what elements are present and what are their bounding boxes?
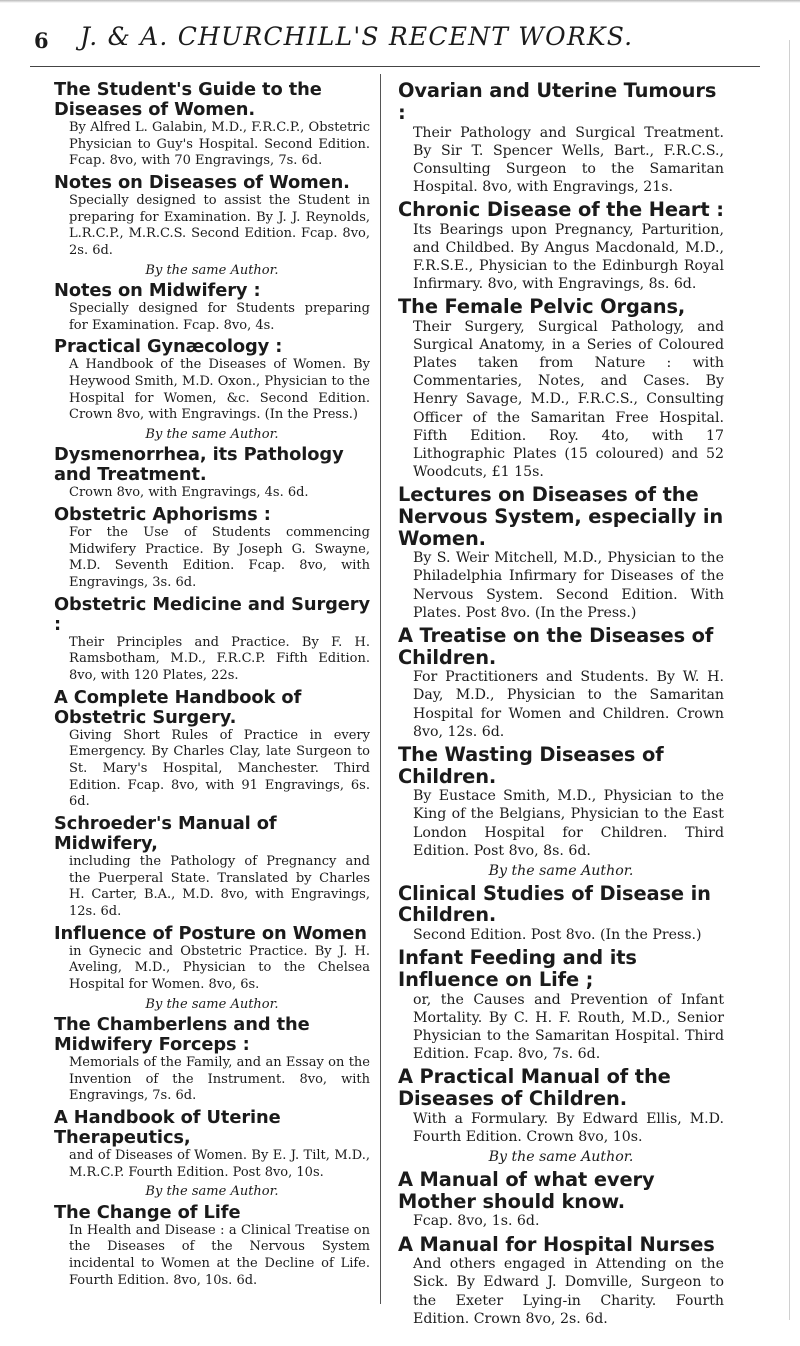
book-title: A Practical Manual of the Diseases of Children.	[398, 1065, 671, 1111]
book-title: The Female Pelvic Organs,	[398, 295, 686, 319]
book-description: Their Surgery, Surgical Pathology, and Surgical Anatomy, in a Series of Coloured Plates taken from Nature : with Commentaries, Notes, and Cases. By Henry Savage, M.D., F.R.C.S., Consulting Officer of the Samaritan Free Hospital. Fifth Edition. Roy. 4to, with 17 Lithographic Plates (15 coloured) and 52 Woodcuts, £1 15s.	[413, 319, 724, 480]
book-title: Notes on Midwifery :	[54, 280, 261, 302]
book-entry	[54, 173, 370, 260]
book-description: Specially designed for Students preparing for Examination. Fcap. 8vo, 4s.	[69, 301, 370, 333]
book-description: Their Principles and Practice. By F. H. Ramsbotham, M.D., F.R.C.P. Fifth Edition. 8vo, with 120 Plates, 22s.	[69, 634, 370, 684]
book-title: Notes on Diseases of Women.	[54, 172, 350, 193]
book-entry	[398, 744, 724, 860]
left-column	[54, 80, 370, 1292]
book-entry	[54, 337, 370, 424]
book-entry	[398, 947, 724, 1063]
same-author-note: By the same Author.	[145, 1184, 279, 1200]
same-author-note: By the same Author.	[145, 426, 279, 442]
book-title: The Change of Life	[54, 1201, 241, 1223]
book-description: And others engaged in Attending on the Sick. By Edward J. Domville, Surgeon to the Exeter Lying-in Charity. Fourth Edition. Crown 8vo, 2s. 6d.	[413, 1256, 724, 1327]
book-title: A Manual of what every Mother should know.	[398, 1167, 655, 1213]
book-description: Giving Short Rules of Practice in every Emergency. By Charles Clay, late Surgeon to St. Mary's Hospital, Manchester. Third Edition. Fcap. 8vo, with 91 Engravings, 6s. 6d.	[69, 727, 370, 810]
book-description: A Handbook of the Diseases of Women. By Heywood Smith, M.D. Oxon., Physician to the Hospital for Women, &c. Second Edition. Crown 8vo, with Engravings. (In the Press.)	[69, 357, 370, 423]
book-description: Fcap. 8vo, 1s. 6d.	[413, 1213, 540, 1230]
book-title: A Complete Handbook of Obstetric Surgery.	[54, 686, 302, 728]
book-title: Chronic Disease of the Heart :	[398, 198, 724, 221]
book-entry	[398, 1169, 724, 1231]
book-entry	[54, 1015, 370, 1105]
book-description: By Eustace Smith, M.D., Physician to the King of the Belgians, Physician to the East London Hospital for Children. Third Edition. Post 8vo, 8s. 6d.	[413, 788, 724, 859]
column-divider	[380, 74, 381, 1304]
book-entry	[398, 625, 724, 741]
header-rule	[30, 66, 760, 67]
book-title: A Manual for Hospital Nurses	[398, 1232, 715, 1256]
book-description: Memorials of the Family, and an Essay on the Invention of the Instrument. 8vo, with Engravings, 7s. 6d.	[69, 1055, 370, 1104]
book-title: The Wasting Diseases of Children.	[398, 742, 664, 788]
book-entry	[54, 445, 370, 502]
book-description: For the Use of Students commencing Midwifery Practice. By Joseph G. Swayne, M.D. Seventh Edition. Fcap. 8vo, with Engravings, 3s. 6d.	[69, 525, 370, 591]
book-description: in Gynecic and Obstetric Practice. By J. H. Aveling, M.D., Physician to the Chelsea Hospital for Women. 8vo, 6s.	[69, 943, 370, 992]
book-entry	[398, 1066, 724, 1146]
book-description: and of Diseases of Women. By E. J. Tilt, M.D., M.R.C.P. Fourth Edition. Post 8vo, 10s.	[69, 1148, 370, 1180]
same-author-note: By the same Author.	[145, 996, 279, 1012]
book-entry	[54, 1203, 370, 1290]
book-description: In Health and Disease : a Clinical Treatise on the Diseases of the Nervous System incidental to Women at the Decline of Life. Fourth Edition. 8vo, 10s. 6d.	[69, 1222, 370, 1288]
book-title: Obstetric Aphorisms :	[54, 504, 271, 526]
book-entry	[54, 595, 370, 685]
same-author-note: By the same Author.	[488, 1149, 634, 1166]
book-title: A Treatise on the Diseases of Children.	[398, 623, 714, 669]
book-entry	[54, 924, 370, 994]
book-description: Their Pathology and Surgical Treatment. By Sir T. Spencer Wells, Bart., F.R.C.S., Consulting Surgeon to the Samaritan Hospital. 8vo, with Engravings, 21s.	[413, 124, 724, 195]
book-description: Second Edition. Post 8vo. (In the Press.)	[413, 927, 702, 944]
running-title: J. & A. CHURCHILL'S RECENT WORKS.	[80, 22, 634, 51]
book-description: Specially designed to assist the Student in preparing for Examination. By J. J. Reynolds, L.R.C.P., M.R.C.S. Second Edition. Fcap. 8vo, 2s. 6d.	[69, 193, 370, 258]
book-entry	[398, 80, 724, 196]
book-entry	[54, 80, 370, 170]
book-title: Ovarian and Uterine Tumours :	[398, 79, 717, 124]
book-entry	[54, 814, 370, 921]
book-title: Clinical Studies of Disease in Children.	[398, 881, 711, 927]
book-title: The Student's Guide to the Diseases of Women.	[54, 79, 322, 121]
book-description: By Alfred L. Galabin, M.D., F.R.C.P., Obstetric Physician to Guy's Hospital. Second Edition. Fcap. 8vo, with 70 Engravings, 7s. 6d.	[69, 120, 370, 169]
same-author-note: By the same Author.	[488, 862, 634, 879]
book-title: Schroeder's Manual of Midwifery,	[54, 813, 277, 855]
book-title: Obstetric Medicine and Surgery :	[54, 593, 371, 635]
book-entry	[398, 1234, 724, 1328]
book-title: A Handbook of Uterine Therapeutics,	[54, 1107, 281, 1149]
page-number: 6	[34, 28, 49, 53]
book-description: By S. Weir Mitchell, M.D., Physician to the Philadelphia Infirmary for Diseases of the Nervous System. Second Edition. With Plates. Post 8vo. (In the Press.)	[413, 550, 724, 621]
same-author-note: By the same Author.	[145, 262, 279, 278]
book-entry	[398, 883, 724, 945]
book-title: Infant Feeding and its Influence on Life ;	[398, 946, 637, 992]
book-title: The Chamberlens and the Midwifery Forceps :	[54, 1014, 310, 1056]
book-title: Dysmenorrhea, its Pathology and Treatment.	[54, 444, 344, 486]
book-entry	[54, 281, 370, 334]
page-header	[0, 0, 800, 80]
book-description: With a Formulary. By Edward Ellis, M.D. Fourth Edition. Crown 8vo, 10s.	[413, 1110, 724, 1145]
book-entry	[398, 296, 724, 481]
book-description: Crown 8vo, with Engravings, 4s. 6d.	[69, 485, 309, 501]
page-edge-right	[789, 40, 790, 1320]
book-description: Its Bearings upon Pregnancy, Parturition, and Childbed. By Angus Macdonald, M.D., F.R.S.E., Physician to the Edinburgh Royal Infirmary. 8vo, with Engravings, 8s. 6d.	[413, 221, 724, 293]
book-description: For Practitioners and Students. By W. H. Day, M.D., Physician to the Samaritan Hospital for Women and Children. Crown 8vo, 12s. 6d.	[413, 669, 724, 740]
book-title: Practical Gynæcology :	[54, 336, 283, 358]
book-entry	[54, 688, 370, 811]
book-title: Lectures on Diseases of the Nervous System, especially in Women.	[398, 482, 724, 550]
book-entry	[398, 484, 724, 622]
book-description: or, the Causes and Prevention of Infant Mortality. By C. H. F. Routh, M.D., Senior Physician to the Samaritan Hospital. Third Edition. Fcap. 8vo, 7s. 6d.	[413, 991, 724, 1063]
book-entry	[398, 199, 724, 293]
book-description: including the Pathology of Pregnancy and the Puerperal State. Translated by Charles H. Carter, B.A., M.D. 8vo, with Engravings, 12s. 6d.	[69, 854, 370, 919]
right-column	[398, 80, 724, 1331]
book-entry	[54, 1108, 370, 1181]
book-entry	[54, 505, 370, 592]
book-title: Influence of Posture on Women	[54, 922, 367, 944]
